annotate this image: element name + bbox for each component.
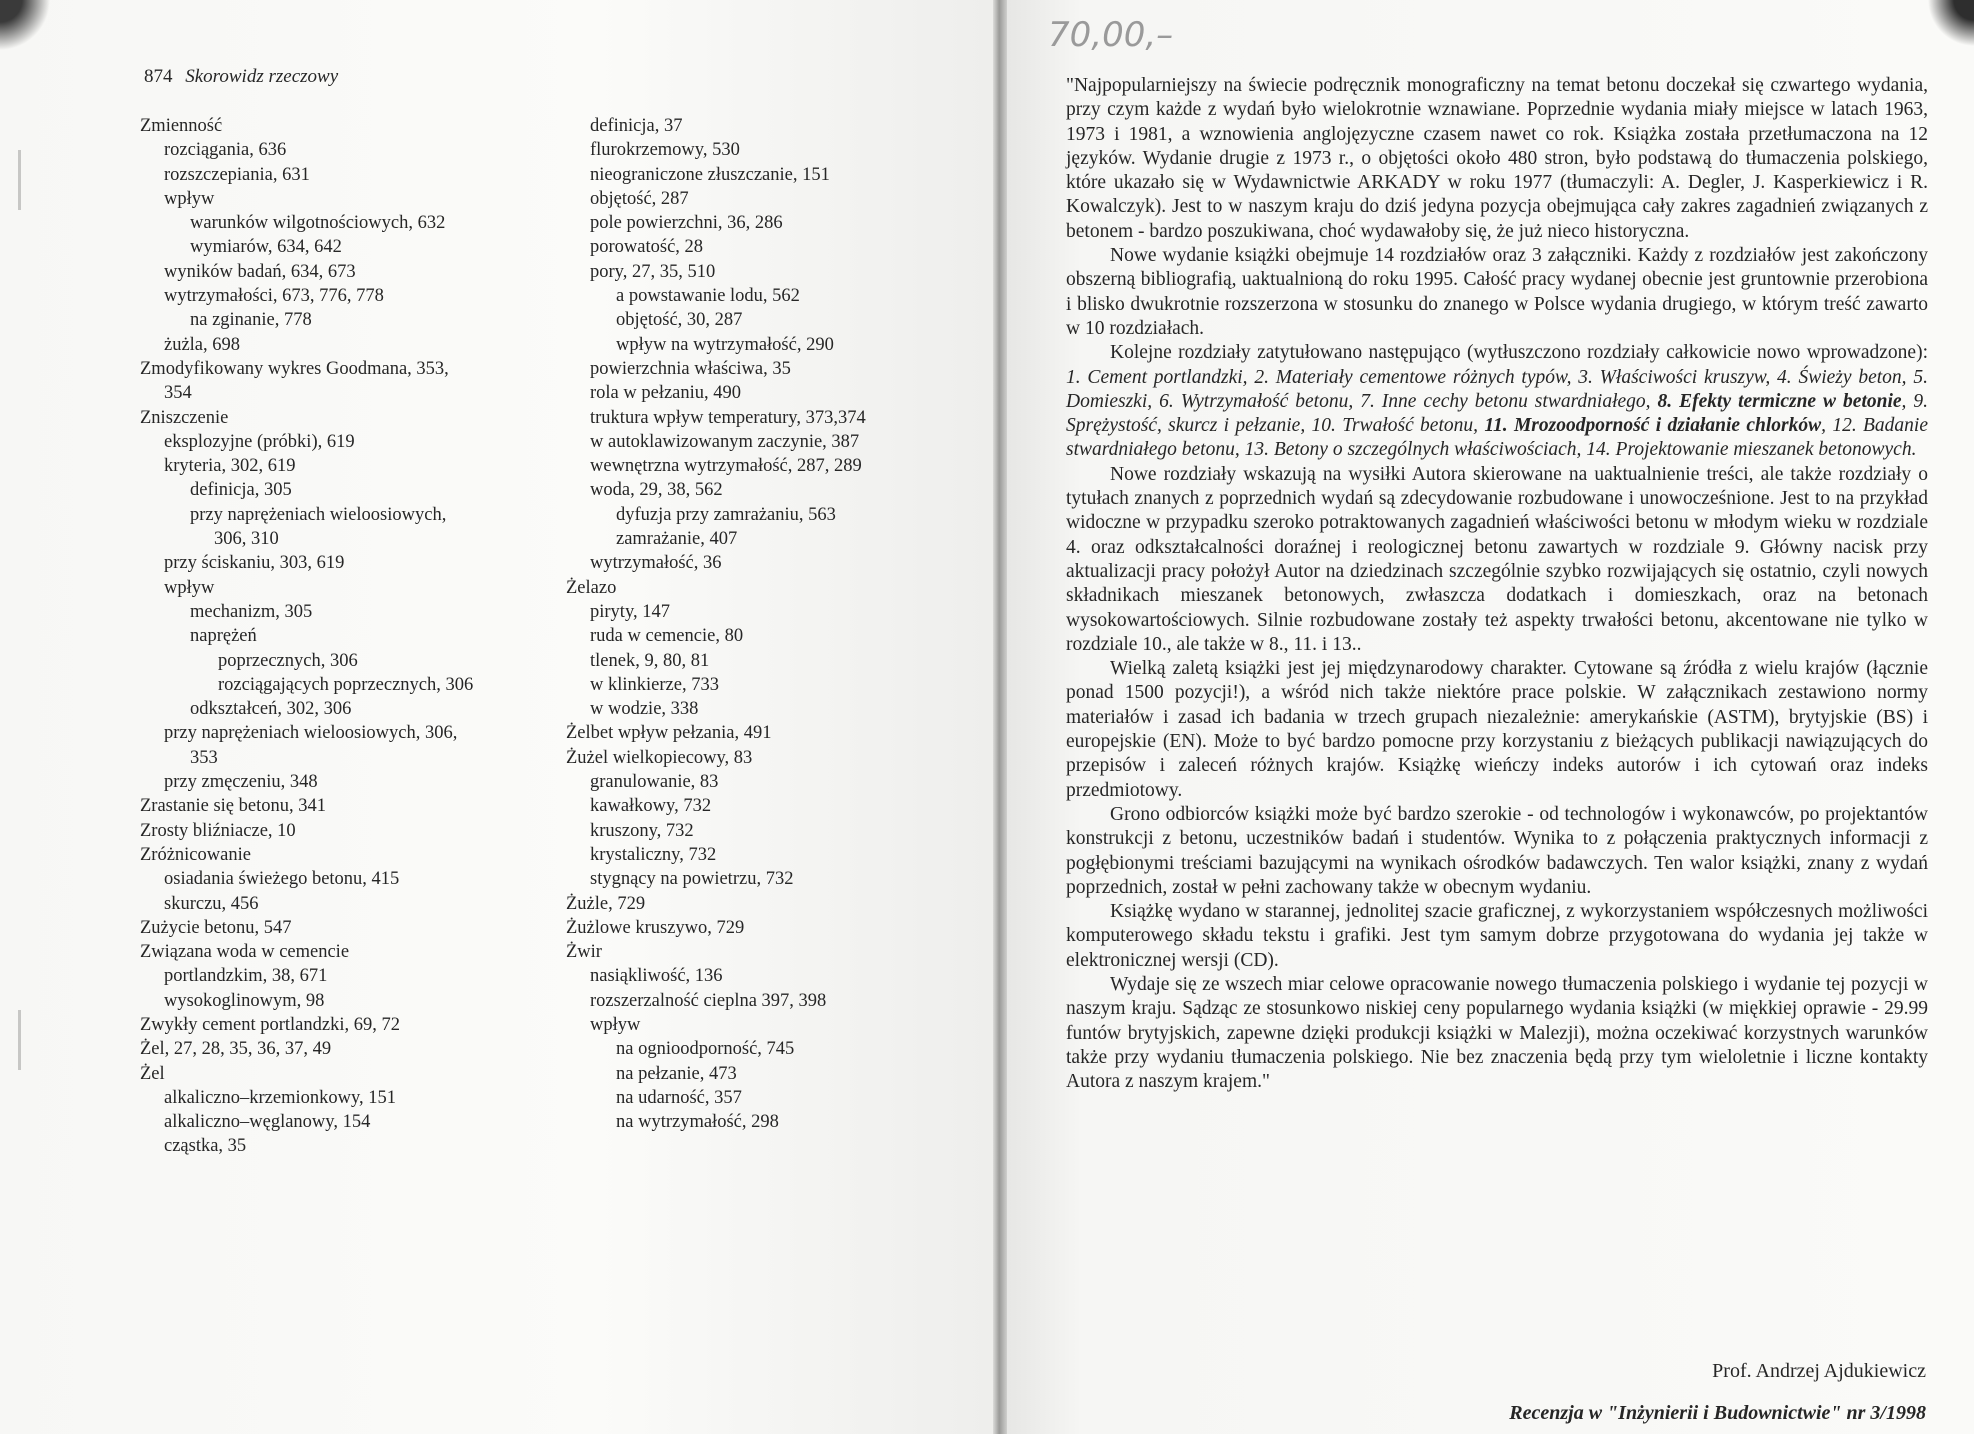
index-entry: wyników badań, 634, 673 <box>164 261 356 282</box>
index-entry: pole powierzchni, 36, 286 <box>590 213 783 234</box>
index-entry: wpływ <box>164 577 215 598</box>
index-entry: Żelbet wpływ pełzania, 491 <box>566 723 772 744</box>
index-entry: piryty, 147 <box>590 601 670 622</box>
index-entry: dyfuzja przy zamrażaniu, 563 <box>616 504 836 525</box>
scan-corner-shadow <box>1914 0 1974 70</box>
index-entry: wpływ <box>164 188 215 209</box>
index-entry: definicja, 305 <box>190 480 292 501</box>
index-entry: woda, 29, 38, 562 <box>590 480 723 501</box>
index-entry: wewnętrzna wytrzymałość, 287, 289 <box>590 456 862 477</box>
review-paragraph <box>1066 244 1928 341</box>
index-entry: przy naprężeniach wieloosiowych, <box>190 504 447 525</box>
index-entry: alkaliczno–krzemionkowy, 151 <box>164 1087 397 1108</box>
review-text-run: Nowe wydanie książki obejmuje 14 rozdziałów oraz 3 załączniki. Każdy z rozdziałów jest zakończony obszerną bibliografią, uaktualnioną do roku 1995. Całość pracy wydanej obecnie jest gruntownie przerobiona i blisko dwukrotnie rozszerzona w stosunku do znanego w Polsce wydania drugiego, w którym treść zawarto w 10 rozdziałach. <box>1066 245 1928 339</box>
index-entry: Zwykły cement portlandzki, 69, 72 <box>140 1014 400 1035</box>
index-entry: granulowanie, 83 <box>590 772 719 793</box>
index-entry: warunków wilgotnościowych, 632 <box>190 213 446 234</box>
review-text-run: Grono odbiorców książki może być bardzo szerokie - od technologów i wykonawców, po projektantów konstrukcji z betonu, uczestników badań i studentów. Wynika to z połączenia praktycznych informacji z pogłębionymi treściami bazującymi na wynikach ośrodków badawczych. Ten walor książki, znany z wydań poprzednich, został w pełni zachowany także w obecnym wydaniu. <box>1066 803 1928 898</box>
index-entry: kawałkowy, 732 <box>590 796 712 817</box>
index-entry: odkształceń, 302, 306 <box>190 699 352 720</box>
index-entry: Żel <box>140 1063 165 1084</box>
review-text-run: Wydaje się ze wszech miar celowe opracowanie nowego tłumaczenia polskiego i wydanie tej pozycji w naszym kraju. Sądząc ze stosunkowo niskiej ceny popularnego wydania książki (w miękkiej oprawie - 29.99 funtów brytyjskich, zapewne dzięki produkcji książki w Malezji), można oczekiwać korzystnych warunków także przy wydaniu tłumaczenia polskiego. Nie bez znaczenia będą przy tym wieloletnie i liczne kontakty Autora z naszym krajem." <box>1066 973 1928 1093</box>
index-entry: Zrastanie się betonu, 341 <box>140 796 326 817</box>
index-entry: na zginanie, 778 <box>190 310 312 331</box>
review-text-run: 8. Efekty termiczne w betonie <box>1657 390 1902 412</box>
index-entry: objętość, 287 <box>590 188 689 209</box>
review-text <box>1066 74 1928 1094</box>
running-head <box>144 66 338 88</box>
index-entry: kryteria, 302, 619 <box>164 456 296 477</box>
index-entry: rozciągania, 636 <box>164 140 287 161</box>
scan-corner-shadow <box>0 0 70 70</box>
index-entry: Zniszczenie <box>140 407 229 428</box>
review-paragraph <box>1066 74 1928 244</box>
index-entry: w autoklawizowanym zaczynie, 387 <box>590 431 860 452</box>
index-entry: mechanizm, 305 <box>190 601 313 622</box>
index-entry: wytrzymałość, 36 <box>590 553 722 574</box>
index-entry: Żużel wielkopiecowy, 83 <box>566 747 753 768</box>
index-column-2 <box>566 114 986 1134</box>
index-column-1 <box>140 114 560 1159</box>
index-entry: na ognioodporność, 745 <box>616 1039 795 1060</box>
index-entry: Żwir <box>566 942 602 963</box>
review-paragraph <box>1066 463 1928 657</box>
index-entry: wpływ na wytrzymałość, 290 <box>616 334 834 355</box>
index-entry: przy naprężeniach wieloosiowych, 306, <box>164 723 458 744</box>
index-entry: Zrosty bliźniacze, 10 <box>140 820 296 841</box>
review-paragraph <box>1066 803 1928 900</box>
index-entry: cząstka, 35 <box>164 1136 247 1157</box>
index-entry: Zmienność <box>140 116 223 136</box>
review-text-run: 11. Mrozoodporność i działanie chlorków <box>1484 415 1822 437</box>
index-entry: skurczu, 456 <box>164 893 259 914</box>
index-entry: 353 <box>190 747 218 768</box>
index-entry: poprzecznych, 306 <box>218 650 358 671</box>
index-entry: naprężeń <box>190 626 257 647</box>
index-entry: ruda w cemencie, 80 <box>590 626 744 647</box>
review-text-run: Książkę wydano w starannej, jednolitej szacie graficznej, z wykorzystaniem współczesnych możliwości komputerowego składu tekstu i grafiki. Jest tym samym dobrze przygotowana do wydania jej także w elektronicznej wersji (CD). <box>1066 901 1928 971</box>
index-entry: truktura wpływ temperatury, 373,374 <box>590 407 866 428</box>
review-text-run: "Najpopularniejszy na świecie podręcznik monograficzny na temat betonu doczekał się czwartego wydania, przy czym każde z wydań było wielokrotnie wznawiane. Poprzednie wydania miały miejsce w latach 1963, 1973 i 1981, a wznowienia anglojęzyczne czasem nawet co rok. Książka została przetłumaczona na 12 języków. Wydanie drugie z 1973 r., o objętości około 480 stron, było podstawą do tłumaczenia polskiego, które ukazało się w Wydawnictwie ARKADY w roku 1977 (tłumaczyli: A. Degler, J. Kasperkiewicz i R. Kowalczyk). Jest to w naszym kraju do dziś jedyna pozycja obejmująca cały zakres zagadnień związanych z betonem - bardzo poszukiwana, choć wydawałoby się, że już nieco historyczna. <box>1066 75 1928 242</box>
review-text-run: Kolejne rozdziały zatytułowano następująco (wytłuszczono rozdziały całkowicie nowo wprowadzone): <box>1110 342 1928 364</box>
index-entry: tlenek, 9, 80, 81 <box>590 650 710 671</box>
index-entry: nasiąkliwość, 136 <box>590 966 723 987</box>
index-entry: alkaliczno–węglanowy, 154 <box>164 1112 371 1133</box>
handwritten-price-note <box>1046 10 1186 60</box>
index-entry: zamrażanie, 407 <box>616 529 738 550</box>
index-entry: rozciągających poprzecznych, 306 <box>218 674 474 695</box>
index-entry: nieograniczone złuszczanie, 151 <box>590 164 830 185</box>
scan-edge-mark <box>18 1010 21 1070</box>
index-entry: żużla, 698 <box>164 334 241 355</box>
scan-edge-mark <box>18 150 21 210</box>
index-entry: krystaliczny, 732 <box>590 844 717 865</box>
index-entry: porowatość, 28 <box>590 237 704 258</box>
index-entry: wytrzymałości, 673, 776, 778 <box>164 286 384 307</box>
index-entry: Zróżnicowanie <box>140 844 251 865</box>
review-source: Recenzja w "Inżynierii i Budownictwie" nr 3/1998 <box>1509 1402 1926 1424</box>
book-gutter <box>993 0 1007 1434</box>
index-entry: przy ściskaniu, 303, 619 <box>164 553 345 574</box>
review-text-run: 1. Cement portlandzki, 2. Materiały cementowe różnych typów, 3. Właściwości kruszyw, 4. Świeży beton, 5. Domieszki, 6. Wytrzymałość betonu, 7. Inne cechy betonu stwardniałego, <box>1066 366 1928 412</box>
review-paragraph <box>1066 900 1928 973</box>
index-entry: wpływ <box>590 1014 641 1035</box>
index-entry: eksplozyjne (próbki), 619 <box>164 431 355 452</box>
review-text-run: , 12. Badanie stwardniałego betonu, 13. Betony o szczególnych właściwościach, 14. Projektowanie mieszanek betonowych. <box>1066 415 1928 461</box>
index-entry: w klinkierze, 733 <box>590 674 719 695</box>
index-entry: rozszerzalność cieplna 397, 398 <box>590 990 827 1011</box>
index-entry: flurokrzemowy, 530 <box>590 140 740 161</box>
page-number: 874 <box>144 66 173 87</box>
index-entry: powierzchnia właściwa, 35 <box>590 358 791 379</box>
index-entry: Zużycie betonu, 547 <box>140 917 292 938</box>
index-entry: wymiarów, 634, 642 <box>190 237 342 258</box>
index-entry: objętość, 30, 287 <box>616 310 743 331</box>
index-entry: portlandzkim, 38, 671 <box>164 966 328 987</box>
index-entry: kruszony, 732 <box>590 820 694 841</box>
index-entry: Żużle, 729 <box>566 893 646 914</box>
index-entry: definicja, 37 <box>590 116 683 136</box>
index-entry: 354 <box>164 383 192 404</box>
index-entry: rozszczepiania, 631 <box>164 164 310 185</box>
index-entry: Żużlowe kruszywo, 729 <box>566 917 745 938</box>
index-entry: pory, 27, 35, 510 <box>590 261 716 282</box>
index-entry: 306, 310 <box>214 529 279 550</box>
handwritten-price-text: 70,00,– <box>1048 15 1174 55</box>
review-paragraph <box>1066 657 1928 803</box>
index-entry: przy zmęczeniu, 348 <box>164 772 318 793</box>
index-entry: na pełzanie, 473 <box>616 1063 737 1084</box>
signature: Prof. Andrzej Ajdukiewicz <box>1712 1360 1926 1382</box>
review-text-run: , 9. Sprężystość, skurcz i pełzanie, 10. Trwałość betonu, <box>1066 390 1929 437</box>
index-entry: Żelazo <box>566 577 617 598</box>
index-entry: wysokoglinowym, 98 <box>164 990 325 1011</box>
index-entry: Związana woda w cemencie <box>140 942 350 963</box>
index-entry: Żel, 27, 28, 35, 36, 37, 49 <box>140 1039 332 1060</box>
index-entry: na udarność, 357 <box>616 1087 742 1108</box>
index-entry: rola w pełzaniu, 490 <box>590 383 742 404</box>
review-paragraph <box>1066 973 1928 1094</box>
index-entry: a powstawanie lodu, 562 <box>616 286 800 307</box>
running-title: Skorowidz rzeczowy <box>185 66 339 87</box>
review-paragraph <box>1066 341 1928 462</box>
index-entry: w wodzie, 338 <box>590 699 699 720</box>
index-entry: stygnący na powietrzu, 732 <box>590 869 794 890</box>
index-entry: osiadania świeżego betonu, 415 <box>164 869 400 890</box>
review-text-run: Nowe rozdziały wskazują na wysiłki Autora skierowane na uaktualnienie treści, ale także rozdziały o tytułach znanych z poprzednich wydań są zdecydowanie rozbudowane i unowocześnione. Jest to na przykład widoczne w przypadku szeroko potraktowanych zagadnień właściwości betonu w młodym wieku w rozdziale 4. oraz odkształcalności doraźnej i reologicznej betonu zawartych w rozdziale 9. Główny nacisk przy aktualizacji pracy położył Autor na dziedzinach szczególnie szybko rozwijających się ostatnio, czyli nowych składnikach mieszanek betonowych, zwłaszcza dodatkach i domieszkach, oraz na betonach wysokowartościowych. Silnie rozbudowane zostały też aspekty trwałości betonu, akcentowane nie tylko w rozdziale 10., ale także w 8., 11. i 13.. <box>1066 463 1928 655</box>
index-entry: Zmodyfikowany wykres Goodmana, 353, <box>140 358 449 379</box>
index-entry: na wytrzymałość, 298 <box>616 1112 779 1133</box>
review-text-run: Wielką zaletą książki jest jej międzynarodowy charakter. Cytowane są źródła z wielu krajów (łącznie ponad 1500 pozycji!), a wśród nich także niektóre prace polskie. W załącznikach zestawiono normy materiałów i zasad ich badania w trzech grupach niezależnie: amerykańskie (ASTM), brytyjskie (BS) i europejskie (EN). Może to być bardzo pomocne przy korzystaniu z bieżących publikacji nawiązujących do przepisów i zaleceń różnych krajów. Książkę wieńczy indeks autorów i ich cytowań oraz indeks przedmiotowy. <box>1066 658 1928 801</box>
